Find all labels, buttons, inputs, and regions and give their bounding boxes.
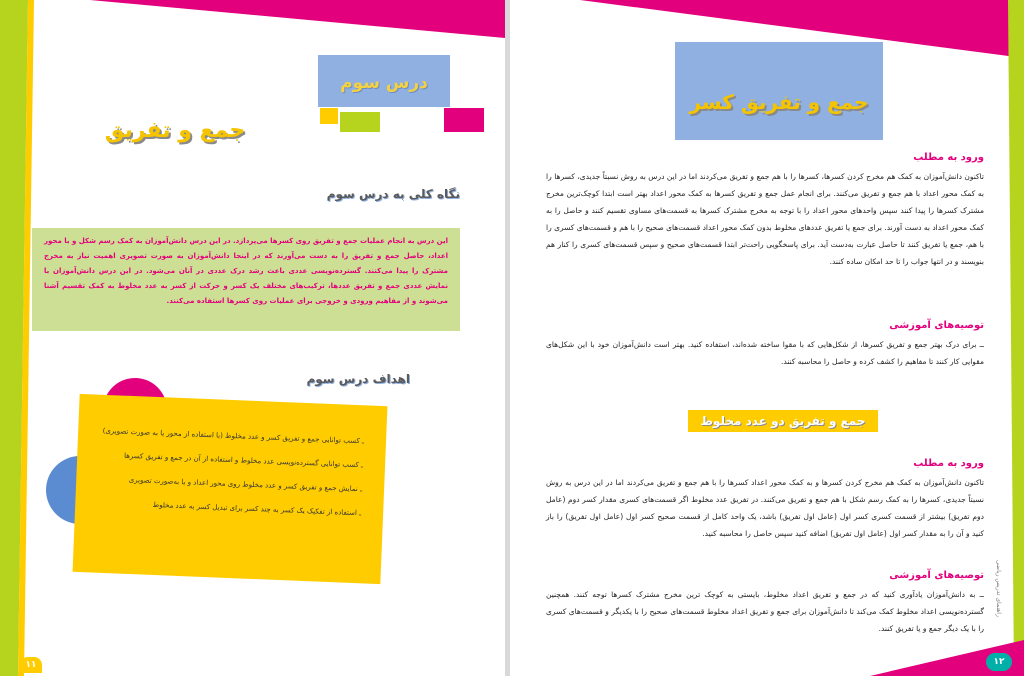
left-page bbox=[0, 0, 505, 676]
overview-heading: نگاه کلی به درس سوم bbox=[326, 187, 460, 201]
section1-tips-text: ــ برای درک بهتر جمع و تفریق کسرها، از شکل‌هایی که با مقوا ساخته شده‌اند، استفاده کنید. بهتر است دانش‌آموزان خود با این شکل‌های مقوایی کار کنند تا مفاهیم را کشف کرده و حاصل را محاسبه کنند. bbox=[546, 340, 984, 366]
goal-item-2: ـ کسب توانایی گسترده‌نویسی عدد مخلوط و استفاده از آن در جمع و تفریق کسرها bbox=[123, 451, 364, 470]
section2-title-box bbox=[688, 410, 878, 432]
header-title-box bbox=[675, 42, 883, 140]
section1-entry-heading: ورود به مطلب bbox=[913, 152, 984, 163]
goals-card bbox=[73, 394, 388, 584]
section2-tips-heading: توصیه‌های آموزشی bbox=[889, 570, 984, 581]
lesson-title: جمع و تفریق bbox=[104, 118, 246, 143]
goal-item-4: ـ استفاده از تفکیک یک کسر به چند کسر برای تبدیل کسر به عدد مخلوط bbox=[152, 500, 362, 518]
lesson-tag: درس سوم bbox=[340, 73, 428, 93]
section1-entry-text: تاکنون دانش‌آموزان به کمک هم مخرج کردن کسرها، کسرها را با هم جمع و تفریق می‌کردند اما در این درس به روش نسبتاً جدیدی، کسرها را به کمک محور اعداد با هم جمع و تفریق می‌کنند. برای انجام عمل جمع و تفریق کسرها به کمک محور اعداد بهتر است ابتدا کوچک‌ترین مخرج مشترک کسرها را پیدا کنند سپس واحدهای محور اعداد را با توجه به مخرج مشترک کسرها به قسمت‌های مساوی تقسیم کنند و حاصل را به کمک محور اعداد به دست آورند. برای جمع یا تفریق عددهای مخلوط بدون کمک محور اعداد قسمت‌های صحیح را با هم و قسمت‌های کسری را با هم، جمع یا تفریق کنند تا حاصل عبارت به‌دست آید. برای پاسخگویی راحت‌تر ابتدا قسمت‌های صحیح و سپس قسمت‌های کسری را کنار هم بنویسند و در انتها جواب را تا حد امکان ساده کنند. bbox=[546, 172, 984, 266]
goal-item-3: ـ نمایش جمع و تفریق کسر و عدد مخلوط روی محور اعداد و یا به‌صورت تصویری bbox=[128, 475, 363, 494]
magenta-top-band bbox=[90, 0, 505, 38]
goals-heading: اهداف درس سوم bbox=[306, 372, 410, 386]
side-caption: راهنمای تدریس ریاضی bbox=[995, 560, 1002, 617]
lesson-tag-box bbox=[318, 55, 450, 107]
section2-entry-heading: ورود به مطلب bbox=[913, 458, 984, 469]
section2-title: جمع و تفریق دو عدد مخلوط bbox=[700, 414, 866, 428]
section2-entry-text: تاکنون دانش‌آموزان به کمک هم مخرج کردن کسرها و به کمک محور اعداد کسرها را با هم جمع و تفریق می‌کردند اما در این درس به روش نسبتاً جدیدی، کسرها را به کمک رسم شکل با هم جمع و تفریق می‌کنند. در تفریق عدد مخلوط اگر قسمت‌های کسری مقدار کسر دوم (عامل دوم تفریق) بیشتر از قسمت کسری کسر اول (عامل اول تفریق) باشد، یک واحد کامل از قسمت صحیح کسر اول (عامل اول تفریق) را باز کنید و آن را به مقدار کسر اول (عامل اول تفریق) اضافه کنید سپس حاصل را محاسبه کنید. bbox=[546, 478, 984, 538]
header-title: جمع و تفریق کسر bbox=[689, 90, 869, 114]
page-number-right: ۱۲ bbox=[986, 653, 1012, 671]
overview-box bbox=[32, 228, 460, 331]
section1-tips-heading: توصیه‌های آموزشی bbox=[889, 320, 984, 331]
magenta-block bbox=[444, 108, 484, 132]
goal-item-1: ـ کسب توانایی جمع و تفریق کسر و عدد مخلوط (با استفاده از محور یا به صورت تصویری) bbox=[102, 426, 365, 446]
lime-block bbox=[340, 112, 380, 132]
overview-text: این درس به انجام عملیات جمع و تفریق روی کسرها می‌پردازد. در این درس دانش‌آموزان به کمک رسم شکل و با محور اعداد، حاصل جمع و تفریق را به دست می‌آورند که در اینجا دانش‌آموزان به صورت تصویری اهمیت نیاز به مخرج مشترک را پیدا می‌کنند. گسترده‌نویسی عددی باعث رشد درک عددی در آنان می‌شود. در این درس دانش‌آموزان با نمایش عددی جمع و تفریق عددها، ترکیب‌های مختلف یک کسر و حرکت از کسر به عدد مخلوط به کمک تقسیم آشنا می‌شوند و از مفاهیم ورودی و خروجی برای عملیات روی کسرها استفاده می‌کنند. bbox=[44, 237, 448, 305]
right-page bbox=[510, 0, 1024, 676]
lime-right-band bbox=[1008, 0, 1024, 676]
section2-tips-text: ــ به دانش‌آموزان یادآوری کنید که در جمع و تفریق اعداد مخلوط، بایستی به کوچک ترین مخرج مشترک کسرها توجه کنند. همچنین گسترده‌نویسی اعداد مخلوط کمک می‌کند تا دانش‌آموزان برای جمع و تفریق اعداد مخلوط قسمت‌های صحیح را با یکدیگر و قسمت‌های کسری را با یک دیگر جمع و یا تفریق کنند. bbox=[546, 590, 984, 633]
page-number-left: ۱۱ bbox=[20, 657, 42, 673]
